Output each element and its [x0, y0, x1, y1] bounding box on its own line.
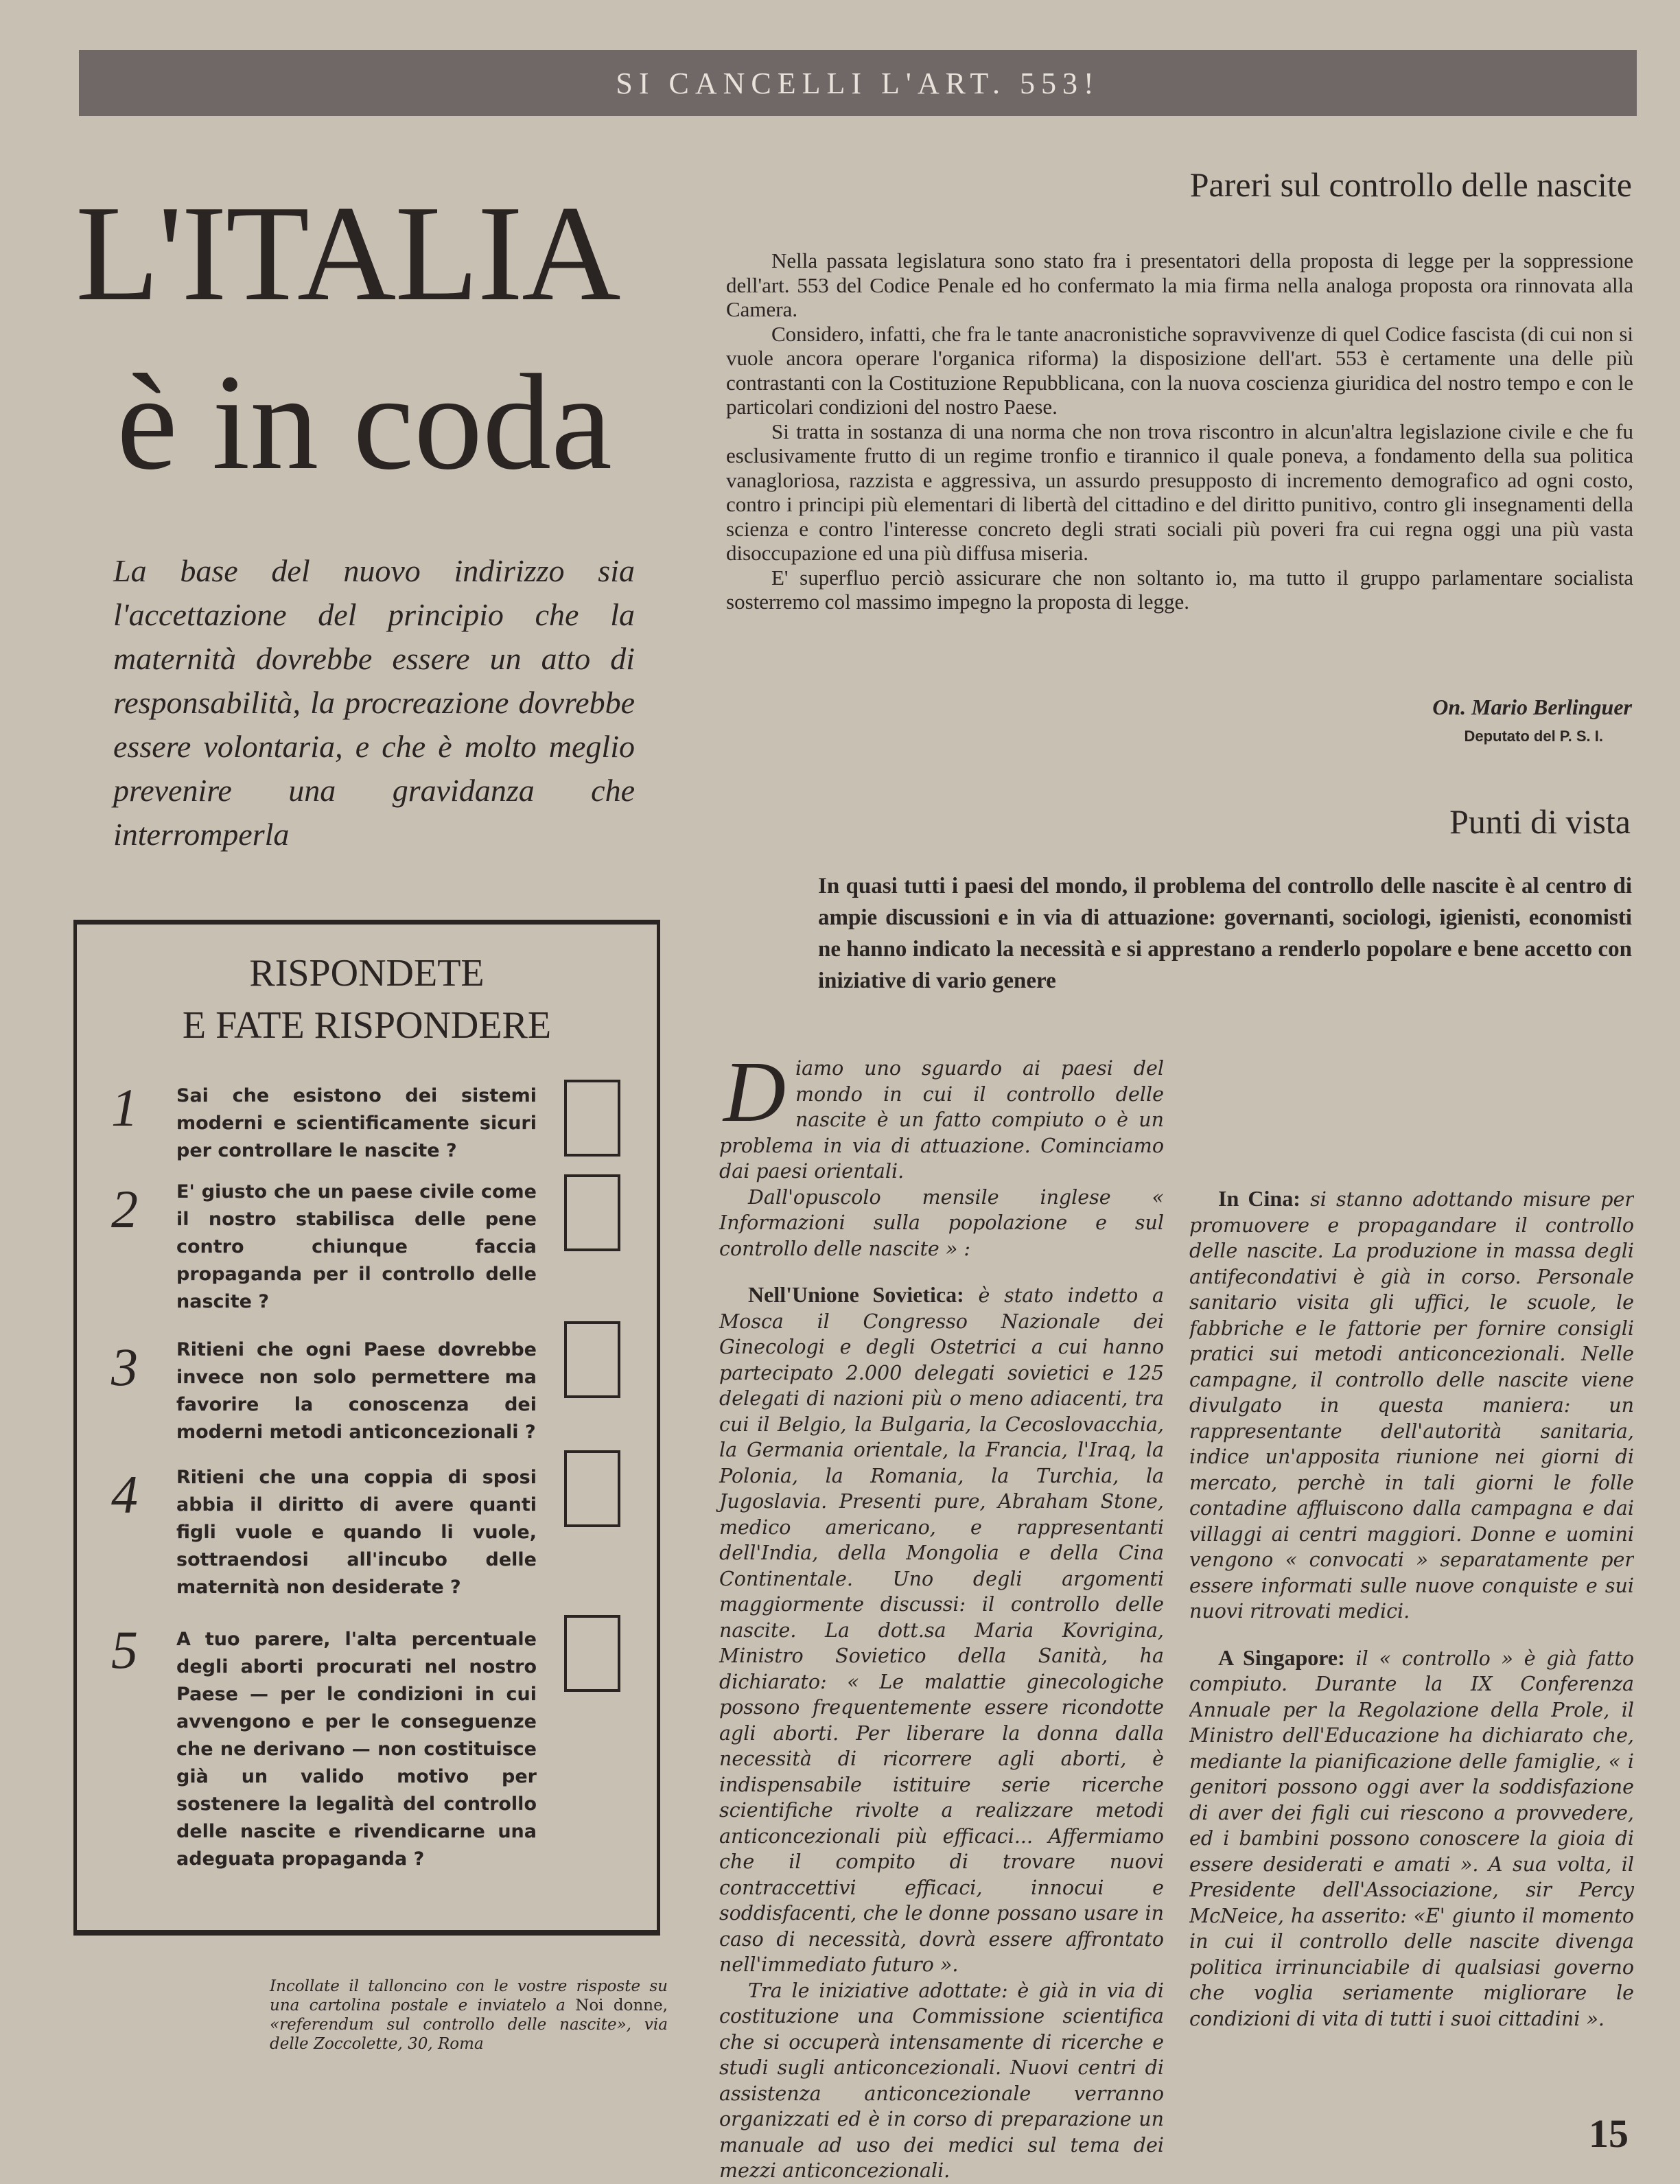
letter-paragraph: Considero, infatti, che fra le tante anacronistiche sopravvivenze di quel Codice fascista (di cui non si vuole ancora operare l'organica riforma) la disposizione dell'art. 553 è certamente una delle più contrastanti con la Costituzione Repubblicana, con la nuova coscienza giuridica del nostro tempo e con le particolari condizioni del nostro Paese. [726, 321, 1633, 419]
section-header-text: SI CANCELLI L'ART. 553! [616, 66, 1100, 100]
section-label-ussr: Nell'Unione Sovietica: [748, 1282, 964, 1307]
letter-signature-role: Deputato del P. S. I. [1464, 728, 1603, 745]
quiz-title-line2: E FATE RISPONDERE [182, 1004, 552, 1047]
question-text: Ritieni che ogni Paese dovrebbe invece non solo permettere ma favorire la conoscenza dei moderni metodi anticoncezionali ? [176, 1339, 537, 1443]
section-header-band [79, 50, 1637, 116]
viewpoints-intro: In quasi tutti i paesi del mondo, il problema del controllo delle nascite è al centro di ampie discussioni e in via di attuazione: governanti, sociologi, igienisti, economisti ne hanno indicato la necessità e si apprestano a renderlo popolare e bene accetto con iniziative di vario genere [818, 874, 1632, 993]
article-column-2 [1189, 1056, 1634, 2085]
article-section-singapore [1189, 1645, 1634, 2032]
quiz-title [77, 947, 657, 1052]
quiz-box [73, 920, 660, 1936]
mail-instructions-address: «referendum sul controllo delle nascite», via delle Zoccolette, 30, Roma [270, 2016, 668, 2053]
answer-checkbox[interactable] [564, 1174, 620, 1251]
answer-checkbox[interactable] [564, 1321, 620, 1398]
letter-paragraph: Nella passata legislatura sono stato fra i presentatori della proposta di legge per la soppressione dell'art. 553 del Codice Penale ed ho confermato la mia firma nella analoga proposta ora rinnovata alla Camera. [726, 248, 1633, 321]
answer-checkbox[interactable] [564, 1450, 620, 1527]
section-text-singapore: il « controllo » è già fatto compiuto. Durante la IX Conferenza Annuale per la Regolazione della Prole, il Ministro dell'Educazione ha dichiarato che, mediante la pianificazione delle famiglie, « i genitori possono oggi aver la soddisfazione di aver dei figli cui riescono a provvedere, ed i bambini possono conoscere la gioia di essere desiderati e amati ». A sua volta, il Presidente dell'Associazione, sir Percy McNeice, ha asserito: «E' giunto il momento in cui il controllo delle nascite divenga politica irrinunciabile di qualsiasi governo che voglia seriamente migliorare le condizioni di vita di tutti i suoi cittadini ». [1189, 1647, 1634, 2030]
main-title-line2: è in coda [117, 347, 612, 498]
question-number: 3 [111, 1337, 138, 1397]
question-number: 5 [111, 1620, 138, 1680]
main-title-line1: L'ITALIA [75, 178, 620, 329]
mail-instructions [270, 1977, 668, 2054]
letter-paragraph: Si tratta in sostanza di una norma che non trova riscontro in alcun'altra legislazione civile e che fu esclusivamente frutto di un regime tronfio e tirannico il quale poneva, a fondamento della sua politica vanagloriosa, razzista e aggressiva, un assurdo presupposto di incremento demografico ad ogni costo, contro i principi più elementari di libertà del cittadino e del diritto punitivo, contro gli insegnamenti della scienza e contro l'interesse concreto degli strati sociali più poveri fra cui regna oggi una più vasta disoccupazione ed una più diffusa miseria. [726, 419, 1633, 565]
question-text: E' giusto che un paese civile come il nostro stabilisca delle pene contro chiunque faccia propaganda per il controllo delle nascite ? [176, 1181, 537, 1312]
article-paragraph: Tra le iniziative adottate: è già in via di costituzione una Commissione scientifica che si occuperà intensamente di ricerche e studi sugli anticoncezionali. Nuovi centri di assistenza anticoncezionale verranno organizzati ed è in corso di preparazione un manuale ad uso dei medici sul tema dei mezzi anticoncezionali. [719, 1979, 1164, 2182]
question-text: Ritieni che una coppia di sposi abbia il diritto di avere quanti figli vuole e quando li vuole, sottraendosi all'incubo delle maternità non desiderate ? [176, 1467, 537, 1598]
answer-checkbox[interactable] [564, 1080, 620, 1157]
question-number: 4 [111, 1465, 138, 1524]
article-column-1 [719, 1045, 1165, 2184]
answer-checkbox[interactable] [564, 1615, 620, 1692]
letter-paragraph: E' superfluo perciò assicurare che non soltanto io, ma tutto il gruppo parlamentare socialista sosterremo col massimo impegno la proposta di legge. [726, 565, 1633, 614]
lead-text: La base del nuovo indirizzo sia l'accettazione del principio che la maternità dovrebbe essere un atto di responsabilità, la procreazione dovrebbe essere volontaria, e che è molto meglio prevenire una gravidanza che interromperla [113, 553, 635, 852]
viewpoints-heading: Punti di vista [1449, 802, 1631, 841]
question-number: 2 [111, 1179, 138, 1239]
opinion-letter [726, 248, 1633, 614]
article-paragraph: iamo uno sguardo ai paesi del mondo in cui il controllo delle nascite è un fatto compiuto o è un problema in via di attuazione. Cominciamo dai paesi orientali. [719, 1057, 1164, 1183]
question-text: Sai che esistono dei sistemi moderni e scientificamente sicuri per controllare le nascite ? [176, 1085, 537, 1161]
opinions-heading: Pareri sul controllo delle nascite [1189, 165, 1632, 204]
question-number: 1 [111, 1078, 138, 1137]
section-text-ussr: è stato indetto a Mosca il Congresso Nazionale dei Ginecologi e degli Ostetrici a cui hanno partecipato 2.000 delegati sovietici e 125 delegati di nazioni più o meno adiacenti, tra cui il Belgio, la Bulgaria, la Cecoslovacchia, la Germania orientale, la Francia, l'Iraq, la Polonia, la Romania, la Turchia, la Jugoslavia. Presenti pure, Abraham Stone, medico americano, e rappresentanti dell'India, della Mongolia e della Cina Continentale. Uno degli argomenti maggiormente discussi: il controllo delle nascite. La dott.sa Maria Kovrigina, Ministro Sovietico della Sanità, ha dichiarato: « Le malattie ginecologiche possono frequentemente essere ricondotte agli aborti. Per liberare la donna dalla necessità di ricorrere agli aborti, è indispensabile istituire serie ricerche scientifiche rivolte a realizzare metodi anticoncezionali più efficaci... Affermiamo che il compito di trovare nuovi contraccettivi efficaci, innocui e soddisfacenti, che le donne possano usare in caso di necessità, dovrà essere affrontato nell'immediato futuro ». [719, 1284, 1165, 1976]
section-text-china: si stanno adottando misure per promuovere e propagandare il controllo delle nascite. La produzione in massa degli antifecondativi è già in corso. Personale sanitario visita gli uffici, le scuole, le fabbriche e le fattorie per fornire consigli pratici sui metodi anticoncezionali. Nelle campagne, il controllo delle nascite viene divulgato in questa maniera: un rappresentante dell'autorità sanitaria, indice un'apposita riunione nei giorni di mercato, perchè in tali giorni le folle contadine affluiscono dalla campagna e dai villaggi ai centri maggiori. Donne e uomini vengono « convocati » separatamente per essere informati sulle nuove conquiste e sui nuovi ritrovati medici. [1189, 1188, 1634, 1623]
main-title [75, 178, 679, 498]
question-text: A tuo parere, l'alta percentuale degli aborti procurati nel nostro Paese — per le condizioni in cui avvengono e per le conseguenze che ne derivano — non costituisce già un valido motivo per sostenere la legalità del controllo delle nascite e rivendicarne una adeguata propaganda ? [176, 1629, 537, 1870]
section-label-china: In Cina: [1218, 1186, 1300, 1211]
quiz-title-line1: RISPONDETE [249, 952, 485, 995]
drop-cap: D [723, 1045, 786, 1140]
letter-signature: On. Mario Berlinguer [1432, 695, 1632, 719]
section-label-singapore: A Singapore: [1218, 1645, 1345, 1670]
article-section-ussr [719, 1282, 1164, 1978]
magazine-name: Noi donne, [575, 1997, 668, 2014]
page-number: 15 [1589, 2111, 1629, 2156]
mail-instructions-text: Incollate il talloncino con le vostre risposte su una cartolina postale e inviatelo a [270, 1977, 668, 2014]
article-section-china [1189, 1186, 1634, 1625]
article-paragraph: Dall'opuscolo mensile inglese « Informazioni sulla popolazione e sul controllo delle nascite » : [719, 1185, 1164, 1260]
